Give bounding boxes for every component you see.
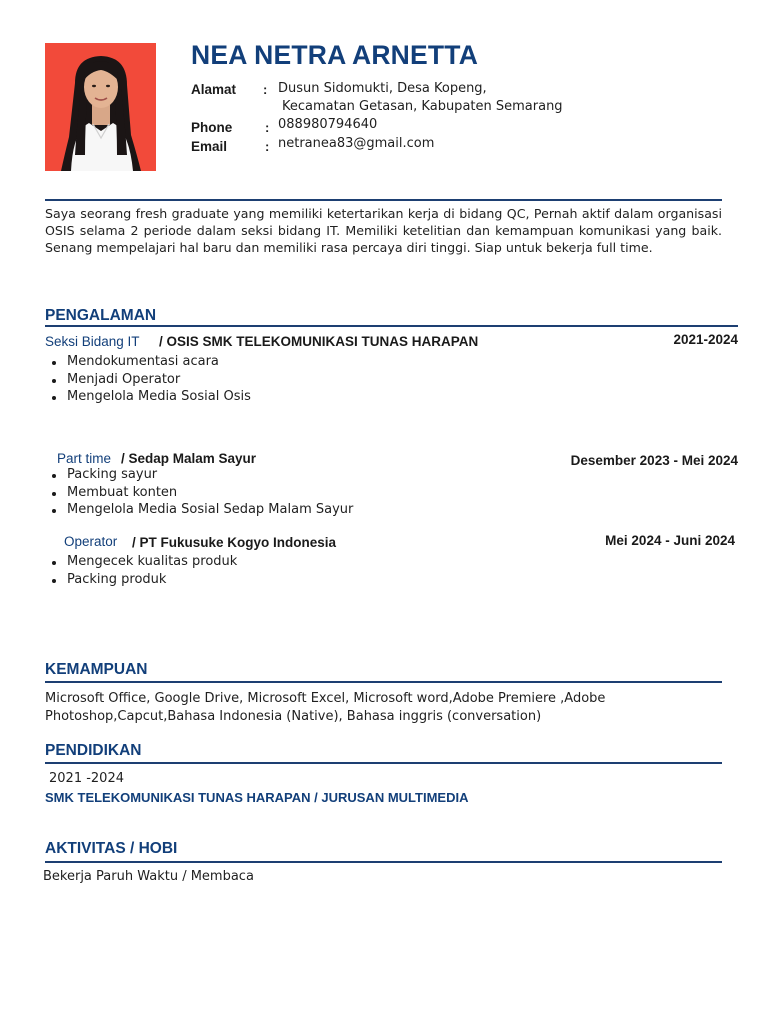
exp-2-duty: Packing sayur — [46, 466, 353, 484]
profile-photo — [45, 43, 156, 171]
profile-summary: Saya seorang fresh graduate yang memiliki ketertarikan kerja di bidang QC, Pernah aktif dalam organisasi OSIS selama 2 periode dalam seksi bidang IT. Memiliki ketelitian dan kemampuan komunikasi yang baik. Senang mempelajari hal baru dan memiliki rasa percaya diri tinggi. Siap untuk bekerja full time. — [45, 206, 722, 255]
email-value: netranea83@gmail.com — [278, 136, 435, 151]
exp-3-date: Mei 2024 - Juni 2024 — [605, 533, 735, 548]
exp-2-duty: Membuat konten — [46, 484, 353, 502]
section-title-experience: PENGALAMAN — [45, 307, 157, 324]
exp-1-date: 2021-2024 — [673, 332, 738, 347]
hobbies-text: Bekerja Paruh Waktu / Membaca — [43, 869, 254, 884]
skills-list: Microsoft Office, Google Drive, Microsoft Excel, Microsoft word,Adobe Premiere ,Adobe Photoshop,Capcut,Bahasa Indonesia (Native), Bahasa inggris (conversation) — [45, 691, 606, 724]
phone-value: 088980794640 — [278, 117, 378, 132]
email-label: Email — [191, 139, 228, 154]
section-title-education: PENDIDIKAN — [45, 742, 142, 759]
section-title-skills: KEMAMPUAN — [45, 661, 148, 678]
experience-divider — [45, 325, 738, 327]
education-school: SMK TELEKOMUNIKASI TUNAS HARAPAN / JURUSAN MULTIMEDIA — [45, 790, 469, 805]
skills-divider — [45, 681, 722, 683]
exp-1-duties — [46, 353, 251, 406]
exp-1-duty: Menjadi Operator — [46, 371, 251, 389]
section-title-hobbies: AKTIVITAS / HOBI — [45, 840, 178, 857]
exp-3-duty: Packing produk — [46, 571, 237, 589]
profile-photo-portrait — [45, 43, 156, 171]
exp-2-duties — [46, 466, 353, 519]
exp-3-duty: Mengecek kualitas produk — [46, 553, 237, 571]
email-colon: : — [265, 139, 270, 154]
education-divider — [45, 762, 722, 764]
exp-1-org: / OSIS SMK TELEKOMUNIKASI TUNAS HARAPAN — [159, 334, 479, 349]
exp-2-duty: Mengelola Media Sosial Sedap Malam Sayur — [46, 501, 353, 519]
phone-label: Phone — [191, 120, 233, 135]
address-label: Alamat — [191, 82, 237, 97]
exp-2-date: Desember 2023 - Mei 2024 — [570, 453, 738, 468]
education-years: 2021 -2024 — [49, 771, 124, 786]
phone-colon: : — [265, 120, 270, 135]
exp-2-org: / Sedap Malam Sayur — [121, 451, 257, 466]
exp-2-role: Part time — [57, 451, 112, 466]
exp-1-role: Seksi Bidang IT — [45, 334, 140, 349]
header-divider — [45, 199, 722, 201]
exp-3-duties — [46, 553, 237, 588]
exp-3-org: / PT Fukusuke Kogyo Indonesia — [132, 535, 337, 550]
exp-3-role: Operator — [64, 534, 118, 549]
address-line-1: Dusun Sidomukti, Desa Kopeng, — [278, 81, 487, 96]
address-line-2: Kecamatan Getasan, Kabupaten Semarang — [282, 99, 563, 114]
address-colon: : — [263, 82, 268, 97]
exp-1-duty: Mendokumentasi acara — [46, 353, 251, 371]
candidate-name: NEA NETRA ARNETTA — [191, 40, 479, 70]
hobbies-divider — [45, 861, 722, 863]
exp-1-duty: Mengelola Media Sosial Osis — [46, 388, 251, 406]
